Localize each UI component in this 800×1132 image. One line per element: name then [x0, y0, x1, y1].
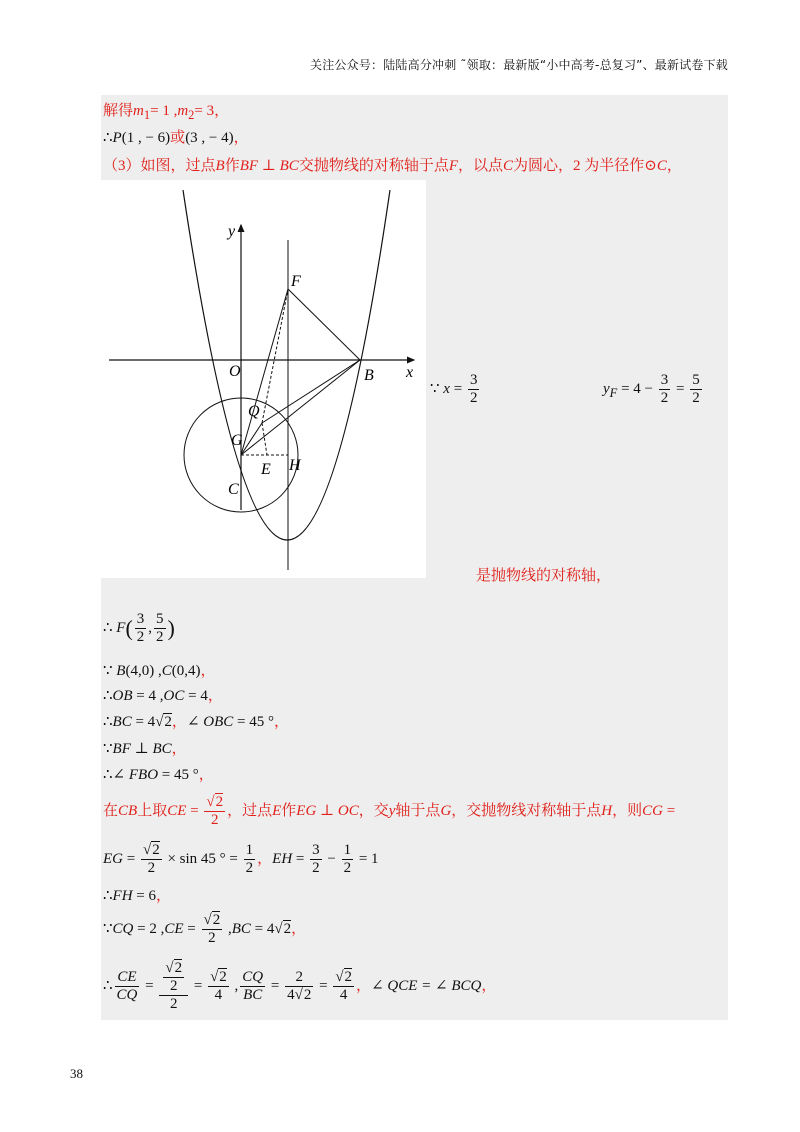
- text: ，则: [612, 802, 643, 819]
- text: 作: [224, 158, 240, 174]
- text: ，: [200, 663, 216, 679]
- numerator: √2: [206, 794, 224, 810]
- text: 在: [103, 802, 119, 819]
- text: = 4: [131, 714, 156, 730]
- fraction: [204, 794, 225, 829]
- denominator: 2: [136, 629, 145, 645]
- denominator: 2: [692, 390, 700, 406]
- fraction: [468, 372, 480, 407]
- text: ,: [230, 977, 239, 994]
- solution-line-2: [103, 126, 249, 147]
- denominator: 2: [169, 996, 178, 1012]
- text: ，: [291, 920, 307, 937]
- expr: EG ⊥ OC: [296, 802, 359, 819]
- parabola: [183, 190, 390, 540]
- text: = 1 ,: [150, 103, 178, 119]
- text: 解得: [103, 103, 134, 119]
- text: = 4: [250, 920, 275, 937]
- numerator: CQ: [242, 969, 264, 985]
- solution-line-3: [103, 154, 682, 175]
- point: (1 , − 6): [121, 130, 171, 146]
- text: =: [183, 920, 200, 937]
- sub: F: [609, 385, 618, 400]
- denominator: 2: [312, 860, 320, 876]
- text: = 4 ,: [132, 688, 164, 704]
- numerator: [159, 960, 188, 996]
- fh-line: [103, 884, 171, 905]
- denominator: 2: [469, 390, 478, 406]
- therefore-symbol: ∴: [103, 714, 113, 730]
- text: ，: [171, 714, 187, 730]
- figure-svg: [101, 180, 426, 578]
- denominator: 2: [208, 930, 216, 946]
- fraction: [333, 969, 354, 1004]
- numerator: CE: [115, 969, 140, 987]
- therefore-symbol: ∴: [103, 619, 117, 636]
- page-number: 38: [70, 1066, 83, 1081]
- points-bc-line: [103, 659, 216, 680]
- text: =: [663, 802, 676, 819]
- because-symbol: ∵: [103, 920, 113, 937]
- text: ，: [481, 977, 497, 994]
- sub: 2: [188, 108, 195, 122]
- text: ，: [273, 714, 289, 730]
- numerator: 3: [469, 372, 478, 388]
- text: ，: [171, 741, 187, 757]
- denominator: 4: [214, 987, 223, 1003]
- denominator: 2: [147, 860, 156, 876]
- denominator: 4√2: [287, 987, 312, 1003]
- text: = 2 ,: [133, 920, 165, 937]
- fraction: [135, 611, 147, 646]
- var: FH: [112, 888, 133, 904]
- radicand: 2: [212, 912, 221, 928]
- text: 为圆心，2 为半径作: [513, 158, 645, 174]
- segment-cf: [241, 289, 288, 455]
- label-x: x: [406, 364, 414, 381]
- label-q: Q: [248, 403, 260, 420]
- numerator: 1: [245, 842, 254, 858]
- text: = 1: [355, 850, 379, 867]
- label-y: y: [228, 223, 236, 240]
- radicand: 2: [152, 842, 160, 858]
- text: =: [292, 850, 309, 867]
- text: 上取: [137, 802, 168, 819]
- expr: BF ⊥ BC: [112, 741, 172, 757]
- text: ，以点: [458, 158, 504, 174]
- denominator: 2: [169, 978, 178, 994]
- label-b: B: [364, 367, 374, 384]
- text: 作: [281, 802, 297, 819]
- numerator: √2: [210, 969, 227, 985]
- text: = 3: [194, 103, 215, 119]
- radicand: 2: [215, 794, 224, 810]
- text: ，: [214, 103, 230, 119]
- therefore-symbol: ∴: [103, 767, 113, 783]
- text: = 4 −: [617, 380, 657, 397]
- because-symbol: ∵: [430, 380, 444, 397]
- because-symbol: ∵: [103, 663, 117, 679]
- var: EG: [103, 850, 123, 867]
- text: 轴于点: [395, 802, 441, 819]
- var-m: m: [177, 103, 189, 119]
- var: E: [272, 802, 282, 819]
- fraction: [244, 842, 256, 877]
- fraction: [208, 969, 229, 1004]
- coef: 4: [287, 987, 295, 1003]
- text: (0,4): [171, 663, 201, 679]
- text: ，: [257, 850, 273, 867]
- var: G: [440, 802, 452, 819]
- denominator: 2: [245, 860, 254, 876]
- fraction: [154, 611, 166, 646]
- segment-cq: [241, 423, 262, 455]
- var-y: y: [603, 380, 610, 397]
- cq-line: ∵CQ = 2 ,CE = $\frac{√2}{2}$ ,BC = 4√2，: [103, 912, 307, 946]
- denominator: 4: [339, 987, 348, 1003]
- axis-note: 是抛物线的对称轴，: [476, 568, 612, 584]
- radicand: 2: [344, 969, 353, 985]
- yf-equation: [603, 372, 704, 407]
- axis-equation: [430, 372, 481, 407]
- page-header: 关注公众号：陆陆高分冲刺 ˜领取：最新版“小中高考-总复习”、最新试卷下载: [310, 58, 728, 72]
- numerator: 3: [660, 372, 669, 388]
- ob-oc-line: [103, 684, 223, 705]
- bc-length-line: ∴BC = 4√2，∠ OBC = 45 °，: [103, 714, 289, 730]
- segment-fb: [288, 289, 360, 360]
- var: BC: [112, 714, 132, 730]
- denominator: BC: [243, 987, 263, 1003]
- fraction: [202, 912, 223, 947]
- text: =: [449, 380, 466, 397]
- text: ，: [233, 130, 249, 146]
- text: =: [123, 850, 139, 867]
- segment-qe-dashed: [262, 423, 267, 455]
- radicand: 2: [219, 969, 227, 985]
- radicand: 2: [303, 987, 312, 1003]
- numerator: √2: [165, 960, 183, 976]
- construction-line: [103, 794, 675, 829]
- inner-fraction: [163, 960, 184, 995]
- denominator: 2: [660, 390, 669, 406]
- text: =: [186, 802, 203, 819]
- var: F: [448, 158, 458, 174]
- geometry-figure: [101, 180, 426, 578]
- label-h: H: [289, 457, 301, 474]
- label-g: G: [231, 432, 243, 449]
- radicand: 2: [283, 920, 292, 937]
- fraction: [115, 969, 140, 1004]
- radicand: 2: [174, 960, 183, 976]
- text: ，: [207, 688, 223, 704]
- numerator: √2: [203, 912, 221, 928]
- text: ，过点: [227, 802, 273, 819]
- fraction: [342, 842, 354, 877]
- text: = 6: [132, 888, 157, 904]
- var: F: [116, 619, 126, 636]
- var: C: [161, 663, 172, 679]
- var: OB: [112, 688, 133, 704]
- var: CQ: [112, 920, 134, 937]
- fraction: [240, 969, 265, 1004]
- numerator: √2: [142, 842, 160, 858]
- denominator: 2: [210, 812, 219, 828]
- denominator: 2: [343, 860, 352, 876]
- var: y: [388, 802, 396, 819]
- text: −: [323, 850, 340, 867]
- expr: BF ⊥ BC: [239, 158, 299, 174]
- radicand: 2: [164, 714, 172, 730]
- var: EH: [272, 850, 293, 867]
- text: = 45 °: [158, 767, 199, 783]
- var: CE: [164, 920, 184, 937]
- text: =: [315, 977, 332, 994]
- point-f-line: ∴ F( $\frac{3}{2}$ , $\frac{5}{2}$ ): [103, 611, 175, 645]
- perp-line: [103, 737, 187, 758]
- var: CG: [642, 802, 663, 819]
- label-e: E: [261, 461, 271, 478]
- var: BC: [231, 920, 251, 937]
- text: （3）如图，过点: [103, 158, 216, 174]
- var: C: [503, 158, 514, 174]
- var-x: x: [443, 380, 450, 397]
- var: B: [116, 663, 126, 679]
- numerator: 3: [312, 842, 320, 858]
- therefore-symbol: ∴: [103, 977, 113, 994]
- segment-qb: [262, 360, 360, 423]
- var: B: [215, 158, 225, 174]
- label-c: C: [228, 481, 239, 498]
- var: H: [601, 802, 613, 819]
- text: × sin 45 ° =: [163, 850, 242, 867]
- text: = 4: [184, 688, 208, 704]
- var-m: m: [133, 103, 144, 119]
- therefore-symbol: ∴: [103, 888, 113, 904]
- angle-fbo-line: [103, 763, 214, 784]
- numerator: 2: [285, 969, 313, 987]
- var-p: P: [112, 130, 122, 146]
- var: OC: [163, 688, 185, 704]
- fraction: [310, 842, 322, 877]
- text: = 45 °: [233, 714, 274, 730]
- therefore-symbol: ∴: [103, 688, 113, 704]
- angle-equality: ∠ QCE = ∠ BCQ: [371, 977, 482, 994]
- fraction: [659, 372, 671, 407]
- numerator: 5: [156, 611, 164, 627]
- text: =: [267, 977, 284, 994]
- sub: 1: [143, 108, 151, 122]
- text: ，: [156, 888, 172, 904]
- numerator: 1: [343, 842, 352, 858]
- text: ，: [666, 158, 682, 174]
- segment-qf-dashed: [262, 289, 288, 423]
- text: =: [672, 380, 689, 397]
- angle: ∠ FBO: [112, 767, 159, 783]
- text: ，: [198, 767, 214, 783]
- expr: ⊙C: [644, 158, 667, 174]
- fraction: [690, 372, 702, 407]
- denominator: 2: [156, 629, 164, 645]
- therefore-symbol: ∴: [103, 130, 113, 146]
- text: =: [141, 977, 158, 994]
- solution-line-1: [103, 99, 229, 123]
- compound-fraction: [159, 960, 188, 1013]
- text: (4,0) ,: [125, 663, 162, 679]
- var: CB: [118, 802, 138, 819]
- text: ,: [148, 619, 153, 636]
- var: CE: [167, 802, 187, 819]
- label-o: O: [229, 363, 241, 380]
- angle: ∠ OBC: [186, 714, 234, 730]
- text: ，: [356, 977, 372, 994]
- because-symbol: ∵: [103, 741, 113, 757]
- text: ,: [224, 920, 232, 937]
- ratio-line: [103, 960, 496, 1013]
- fraction: [285, 969, 313, 1004]
- text: =: [190, 977, 207, 994]
- text: ，交抛物线对称轴于点: [451, 802, 602, 819]
- denominator: CQ: [116, 987, 138, 1003]
- eg-line: [103, 842, 379, 877]
- text: 或: [170, 130, 186, 146]
- text: 交抛物线的对称轴于点: [298, 158, 449, 174]
- label-f: F: [291, 273, 301, 290]
- point: (3 , − 4): [185, 130, 234, 146]
- numerator: √2: [335, 969, 353, 985]
- numerator: 3: [136, 611, 145, 627]
- text: ，交: [358, 802, 389, 819]
- fraction: [141, 842, 162, 877]
- numerator: 5: [692, 372, 700, 388]
